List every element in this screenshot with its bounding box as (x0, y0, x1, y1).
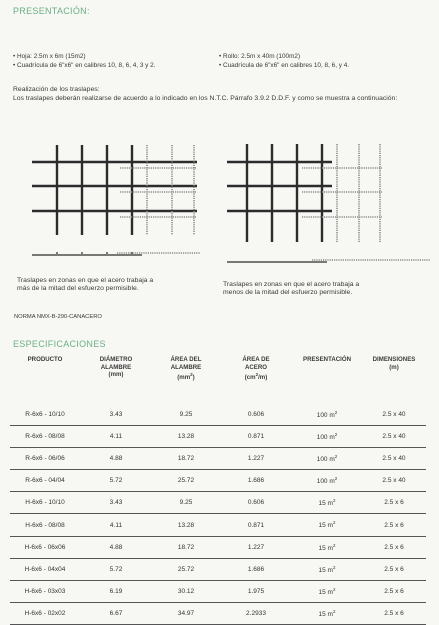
table-row (10, 580, 426, 602)
cell-dimensiones: 2.5 x 40 (362, 470, 426, 492)
caption-left-line: más de la mitad del esfuerzo permisible. (17, 285, 139, 293)
cell-area-acero: 1.686 (220, 558, 292, 580)
header-line: ÁREA DEL (170, 356, 202, 363)
header-line: ALAMBRE (100, 363, 132, 371)
header-line: ÁREA DE (242, 356, 270, 363)
cell-producto: H-6x6 - 03x03 (10, 580, 80, 602)
cell-producto: H-6x6 - 02x02 (10, 602, 80, 624)
table-header-row (10, 356, 426, 404)
caption-left-line: Traslapes en zonas en que el acero trabaja a (17, 277, 154, 284)
presentacion-right-list (219, 53, 349, 70)
cell-diametro: 6.67 (80, 602, 152, 624)
cell-area-alambre: 13.28 (152, 514, 220, 536)
cell-area-acero: 0.606 (220, 492, 292, 514)
cell-presentacion: 15 $m^2$ (292, 580, 362, 602)
cell-area-alambre: 18.72 (152, 536, 220, 558)
header-diametro (80, 356, 152, 404)
table-row (10, 470, 426, 492)
cell-area-acero: 1.975 (220, 580, 292, 602)
header-line: (m) (389, 363, 399, 371)
cell-diametro: 5.72 (80, 558, 152, 580)
cell-diametro: 5.72 (80, 470, 152, 492)
cell-diametro: 4.11 (80, 426, 152, 448)
cell-area-acero: 1.227 (220, 536, 292, 558)
cell-producto: H-6x6 - 06x06 (10, 536, 80, 558)
cell-diametro: 4.88 (80, 536, 152, 558)
cell-dimensiones: 2.5 x 40 (362, 426, 426, 448)
cell-dimensiones: 2.5 x 6 (362, 514, 426, 536)
cell-presentacion: 15 $m^2$ (292, 492, 362, 514)
presentacion-right-item: • Rollo: 2.5m x 40m (100m2) (219, 53, 301, 60)
header-line: DIMENSIONES (372, 356, 416, 363)
cell-diametro: 4.11 (80, 514, 152, 536)
cell-producto: R-6x6 - 10/10 (10, 404, 80, 426)
cell-area-alambre: 25.72 (152, 558, 220, 580)
header-line: ACERO (244, 363, 267, 371)
cell-presentacion: 100 $m^2$ (292, 470, 362, 492)
header-line: $(cm^2/m)$ (244, 372, 268, 382)
table-row (10, 558, 426, 580)
cell-area-alambre: 34.97 (152, 602, 220, 624)
cell-presentacion: 100 $m^2$ (292, 404, 362, 426)
table-row (10, 602, 426, 624)
cell-dimensiones: 2.5 x 40 (362, 404, 426, 426)
caption-right-line: menos de la mitad del esfuerzo permisible. (223, 289, 353, 297)
table-row (10, 448, 426, 470)
especificaciones-table (10, 356, 426, 625)
cell-diametro: 3.43 (80, 404, 152, 426)
table-row (10, 426, 426, 448)
table-row (10, 492, 426, 514)
cell-diametro: 4.88 (80, 448, 152, 470)
caption-right (223, 281, 359, 297)
cell-dimensiones: 2.5 x 6 (362, 536, 426, 558)
cell-producto: R-6x6 - 06/06 (10, 448, 80, 470)
cell-area-acero: 2.2933 (220, 602, 292, 624)
header-dimensiones (362, 356, 426, 404)
cell-presentacion: 15 $m^2$ (292, 602, 362, 624)
cell-area-alambre: 30.12 (152, 580, 220, 602)
header-line: DIÁMETRO (99, 356, 133, 363)
presentacion-left-list (13, 53, 155, 70)
presentacion-left-item: • Hoja: 2.5m x 6m (15m2) (13, 53, 86, 60)
cell-dimensiones: 2.5 x 6 (362, 602, 426, 624)
cell-area-alambre: 9.25 (152, 492, 220, 514)
cell-area-acero: 0.871 (220, 426, 292, 448)
norma-label: NORMA NMX-B-290-CANACERO (14, 314, 102, 320)
cell-area-alambre: 9.25 (152, 404, 220, 426)
cell-diametro: 6.19 (80, 580, 152, 602)
cell-dimensiones: 2.5 x 40 (362, 448, 426, 470)
cell-area-alambre: 13.28 (152, 426, 220, 448)
traslapes-section (13, 86, 397, 103)
header-line: (mm) (108, 371, 124, 378)
cell-area-acero: 0.606 (220, 404, 292, 426)
presentacion-right-item: • Cuadrícula de 6"x6" en calibres 10, 8, 6, y 4. (219, 61, 350, 69)
cell-dimensiones: 2.5 x 6 (362, 558, 426, 580)
table-row (10, 404, 426, 426)
presentacion-left-item: • Cuadrícula de 6"x6" en calibres 10, 8, 6, 4, 3 y 2. (13, 61, 156, 69)
header-line: $(mm^2)$ (177, 372, 195, 382)
cell-area-alambre: 25.72 (152, 470, 220, 492)
header-line: PRODUCTO (27, 356, 63, 363)
cell-diametro: 3.43 (80, 492, 152, 514)
cell-area-acero: 1.227 (220, 448, 292, 470)
cell-area-acero: 1.686 (220, 470, 292, 492)
caption-right-line: Traslapes en zonas en que el acero trabaja a (223, 281, 360, 288)
cell-producto: H-6x6 - 10/10 (10, 492, 80, 514)
caption-left (17, 277, 153, 293)
cell-presentacion: 100 $m^2$ (292, 448, 362, 470)
traslape-diagram-left (22, 130, 202, 260)
cell-area-alambre: 18.72 (152, 448, 220, 470)
header-line: PRESENTACIÓN (303, 356, 351, 363)
traslapes-heading: Realización de los traslapes: (13, 86, 100, 93)
header-producto (10, 356, 80, 404)
cell-presentacion: 15 $m^2$ (292, 536, 362, 558)
cell-producto: R-6x6 - 04/04 (10, 470, 80, 492)
cell-presentacion: 100 $m^2$ (292, 426, 362, 448)
traslapes-text: Los traslapes deberán realizarse de acuerdo a lo indicado en los N.T.C. Párrafo 3.9.2 D.D.F. y como se muestra a continuación: (13, 94, 398, 102)
cell-area-acero: 0.871 (220, 514, 292, 536)
table-row (10, 514, 426, 536)
header-area-alambre (152, 356, 220, 404)
presentacion-title: PRESENTACIÓN: (13, 6, 90, 16)
especificaciones-title: ESPECIFICACIONES (13, 339, 106, 349)
traslape-diagram-right (222, 134, 432, 269)
cell-producto: R-6x6 - 08/08 (10, 426, 80, 448)
cell-dimensiones: 2.5 x 6 (362, 492, 426, 514)
cell-producto: H-6x6 - 08/08 (10, 514, 80, 536)
cell-presentacion: 15 $m^2$ (292, 558, 362, 580)
table-row (10, 536, 426, 558)
cell-presentacion: 15 $m^2$ (292, 514, 362, 536)
header-area-acero (220, 356, 292, 404)
cell-dimensiones: 2.5 x 6 (362, 580, 426, 602)
header-presentacion (292, 356, 362, 404)
cell-producto: H-6x6 - 04x04 (10, 558, 80, 580)
header-line: ALAMBRE (170, 363, 202, 371)
